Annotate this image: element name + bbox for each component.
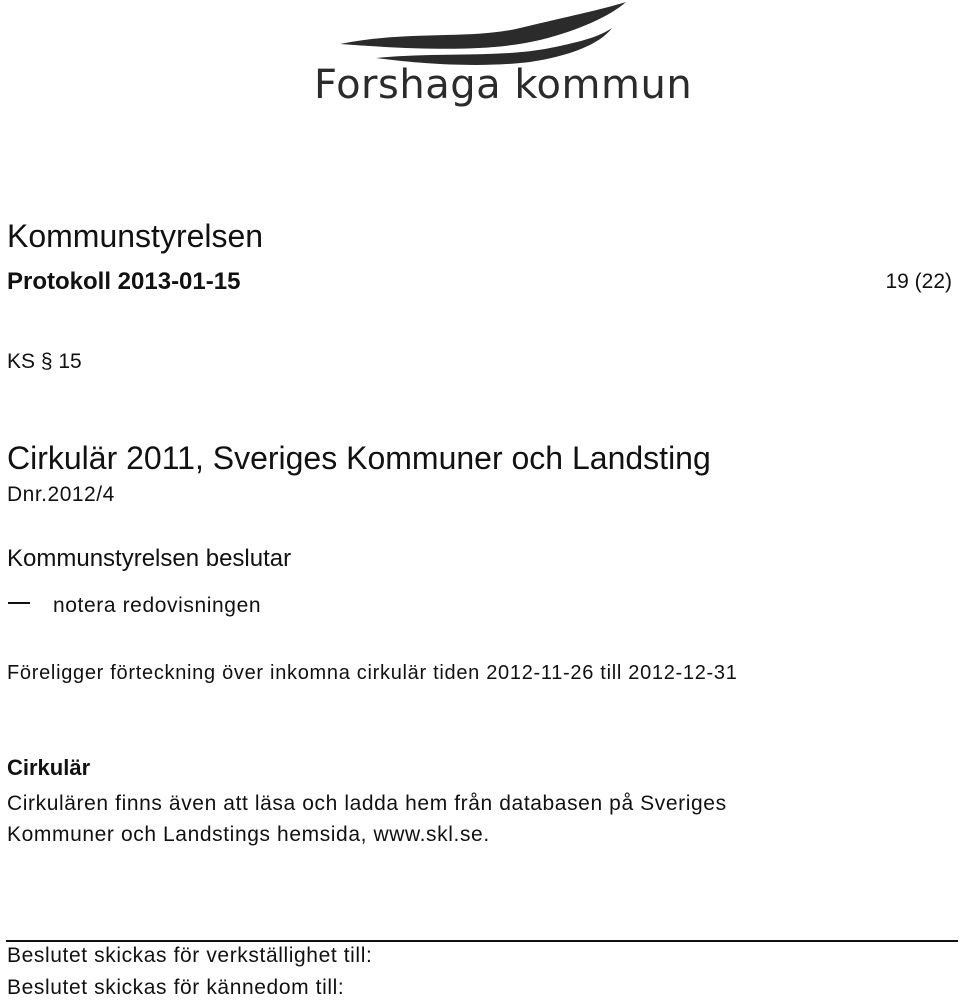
footer-divider [6, 940, 958, 942]
decision-bullet: notera redovisningen [53, 594, 262, 617]
dash-bullet-icon [8, 602, 30, 604]
diary-number: Dnr.2012/4 [7, 483, 115, 506]
page-number: 19 (22) [885, 270, 952, 293]
item-title: Cirkulär 2011, Sveriges Kommuner och Landsting [7, 440, 711, 476]
forshaga-logo [300, 0, 693, 120]
execution-recipients: Beslutet skickas för verkställighet till: [7, 944, 373, 967]
paragraph-reference: KS § 15 [7, 350, 82, 373]
logo-wordmark: Forshaga kommun [314, 62, 693, 108]
body-text-line-2: Kommuner och Landstings hemsida, www.skl.se. [7, 823, 490, 846]
information-recipients: Beslutet skickas för kännedom till: [7, 976, 345, 999]
section-subheading: Cirkulär [7, 755, 91, 780]
decision-heading: Kommunstyrelsen beslutar [7, 545, 292, 572]
intro-paragraph: Föreligger förteckning över inkomna cirkulär tiden 2012-11-26 till 2012-12-31 [7, 662, 738, 684]
document-title: Kommunstyrelsen [7, 218, 264, 254]
protocol-date: Protokoll 2013-01-15 [7, 268, 241, 295]
wave-emblem-icon [300, 0, 660, 70]
body-text-line-1: Cirkulären finns även att läsa och ladda hem från databasen på Sveriges [7, 792, 727, 815]
